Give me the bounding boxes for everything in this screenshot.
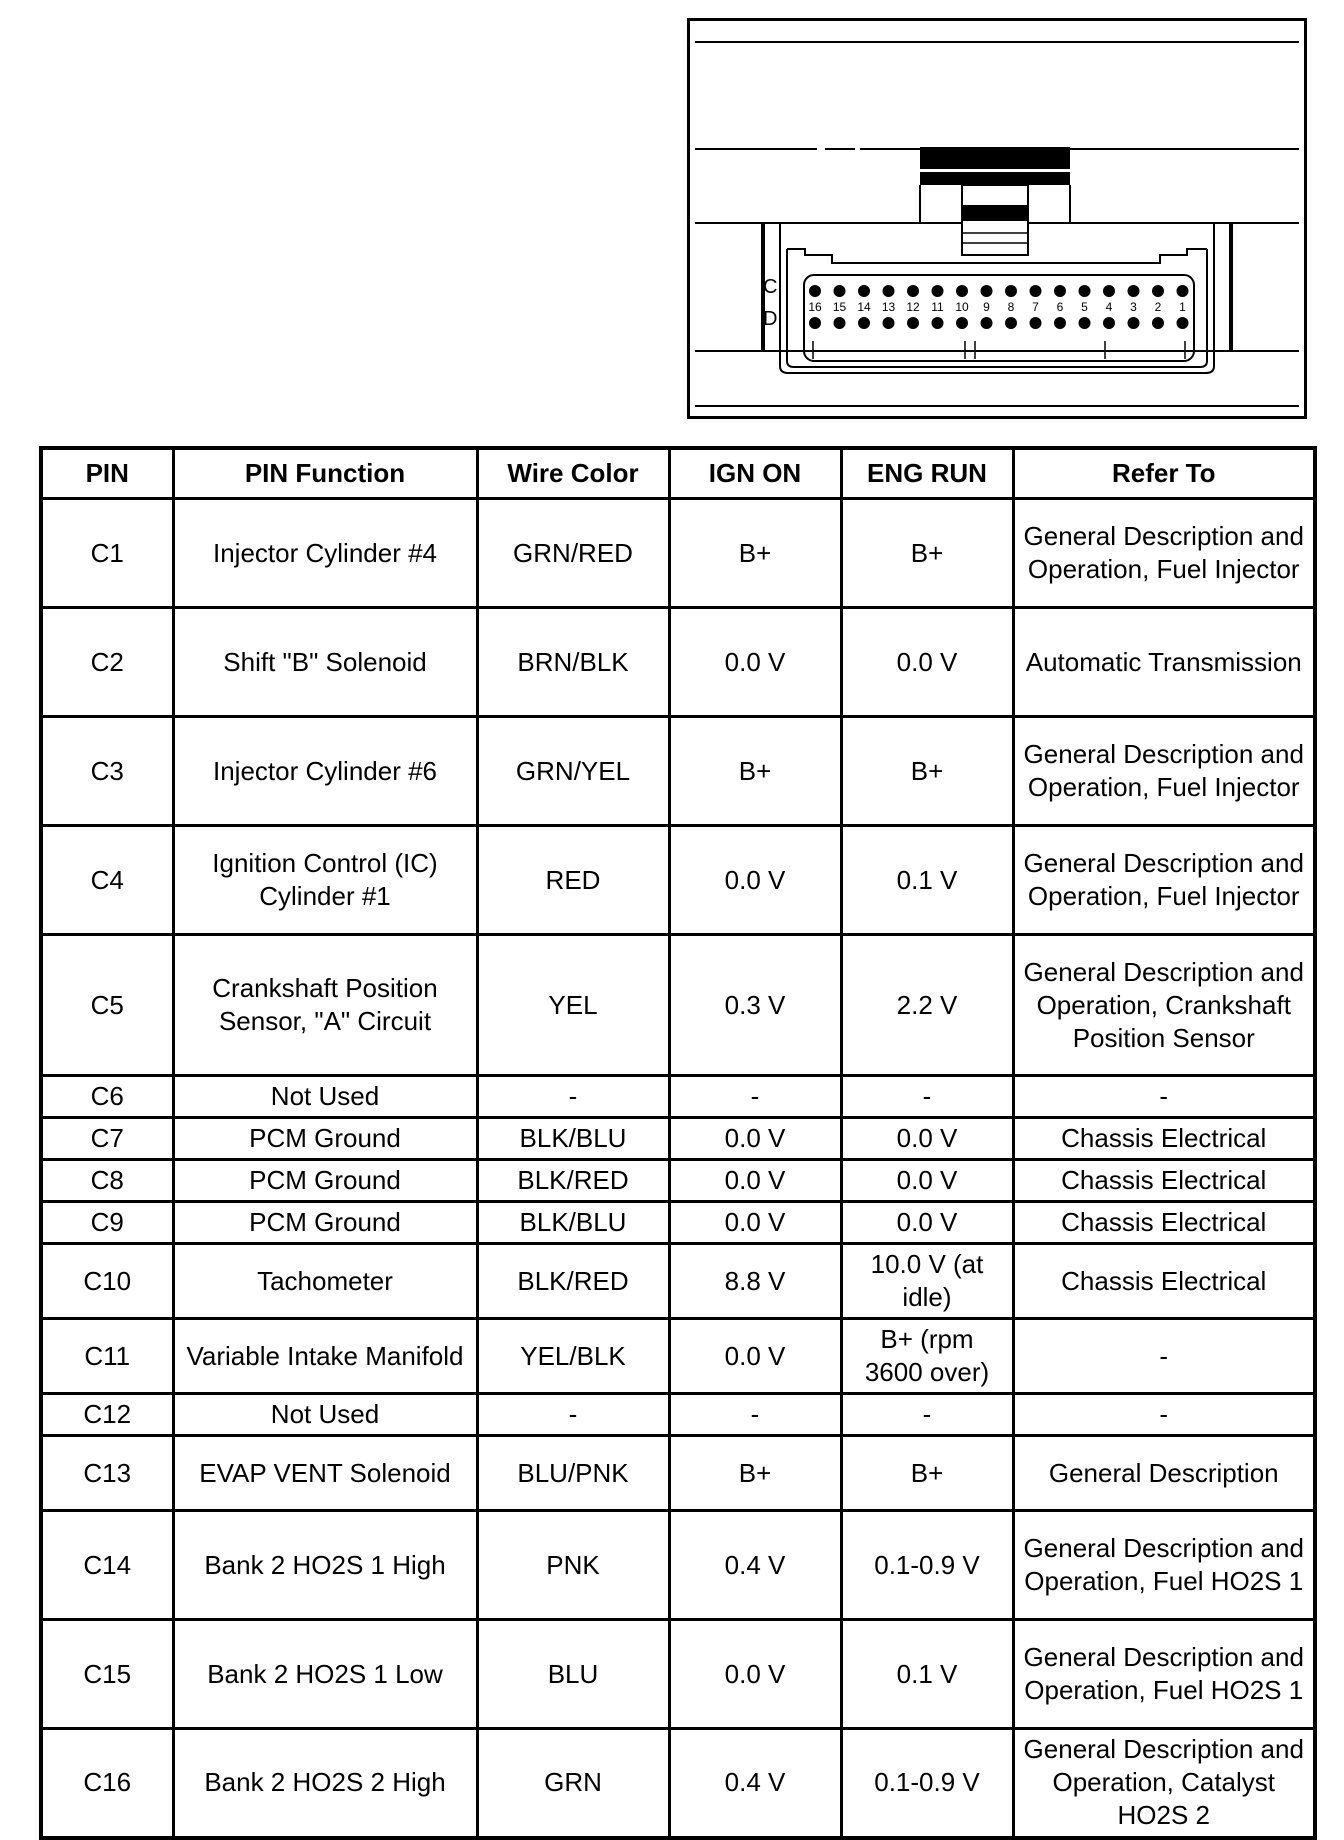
cell-refer-to: Automatic Transmission [1013, 608, 1315, 717]
pin-d-13 [883, 317, 895, 329]
cell-wire-color: BRN/BLK [477, 608, 669, 717]
cell-wire-color: GRN/YEL [477, 717, 669, 826]
pin-number-label: 14 [857, 300, 871, 314]
cell-refer-to: General Description [1013, 1436, 1315, 1511]
pin-number-label: 4 [1105, 300, 1113, 314]
table-row [41, 608, 1315, 717]
cell-function: Bank 2 HO2S 1 Low [173, 1620, 477, 1729]
row-label-c: C [763, 276, 778, 298]
pinout-table [39, 446, 1317, 1840]
pin-d-8 [1005, 317, 1017, 329]
pin-d-7 [1030, 317, 1042, 329]
cell-eng-run: 10.0 V (at idle) [841, 1244, 1013, 1319]
cell-function: Tachometer [173, 1244, 477, 1319]
cell-eng-run: 0.1-0.9 V [841, 1729, 1013, 1838]
table-row [41, 1620, 1315, 1729]
cell-ign-on: - [669, 1394, 841, 1436]
cell-function: PCM Ground [173, 1202, 477, 1244]
header-row [41, 448, 1315, 499]
cell-eng-run: B+ (rpm 3600 over) [841, 1319, 1013, 1394]
table-row [41, 935, 1315, 1076]
cell-eng-run: 0.0 V [841, 1160, 1013, 1202]
cell-function: PCM Ground [173, 1160, 477, 1202]
cell-eng-run: 0.0 V [841, 1118, 1013, 1160]
pin-d-14 [858, 317, 870, 329]
cell-refer-to: - [1013, 1394, 1315, 1436]
pin-c-4 [1103, 285, 1115, 297]
cell-function: Ignition Control (IC) Cylinder #1 [173, 826, 477, 935]
cell-pin: C13 [41, 1436, 173, 1511]
cell-pin: C12 [41, 1394, 173, 1436]
cell-ign-on: 8.8 V [669, 1244, 841, 1319]
connector-diagram [687, 18, 1307, 419]
pin-d-11 [932, 317, 944, 329]
cell-function: Not Used [173, 1394, 477, 1436]
table-row [41, 1076, 1315, 1118]
cell-ign-on: B+ [669, 717, 841, 826]
cell-wire-color: YEL/BLK [477, 1319, 669, 1394]
pin-number-label: 12 [906, 300, 920, 314]
cell-refer-to: General Description and Operation, Crankshaft Position Sensor [1013, 935, 1315, 1076]
cell-pin: C15 [41, 1620, 173, 1729]
cell-refer-to: Chassis Electrical [1013, 1160, 1315, 1202]
pin-number-label: 9 [983, 300, 990, 314]
table-row [41, 1244, 1315, 1319]
cell-pin: C7 [41, 1118, 173, 1160]
cell-wire-color: GRN [477, 1729, 669, 1838]
pin-c-6 [1054, 285, 1066, 297]
pin-d-1 [1177, 317, 1189, 329]
cell-eng-run: B+ [841, 1436, 1013, 1511]
pin-c-16 [809, 285, 821, 297]
table-row [41, 1202, 1315, 1244]
cell-pin: C1 [41, 499, 173, 608]
cell-ign-on: 0.0 V [669, 1160, 841, 1202]
cell-pin: C3 [41, 717, 173, 826]
cell-eng-run: 2.2 V [841, 935, 1013, 1076]
cell-ign-on: 0.0 V [669, 826, 841, 935]
pin-c-13 [883, 285, 895, 297]
cell-ign-on: 0.3 V [669, 935, 841, 1076]
cell-function: Variable Intake Manifold [173, 1319, 477, 1394]
cell-eng-run: B+ [841, 499, 1013, 608]
pin-number-label: 8 [1007, 300, 1015, 314]
pin-number-label: 15 [832, 300, 847, 314]
cell-wire-color: YEL [477, 935, 669, 1076]
pin-c-1 [1177, 285, 1189, 297]
cell-function: Crankshaft Position Sensor, "A" Circuit [173, 935, 477, 1076]
table-row [41, 1118, 1315, 1160]
table-row [41, 1436, 1315, 1511]
cell-ign-on: 0.0 V [669, 1118, 841, 1160]
cell-pin: C6 [41, 1076, 173, 1118]
cell-pin: C11 [41, 1319, 173, 1394]
pin-d-15 [834, 317, 846, 329]
cell-pin: C9 [41, 1202, 173, 1244]
cell-ign-on: 0.0 V [669, 1620, 841, 1729]
pin-c-10 [956, 285, 968, 297]
cell-ign-on: 0.0 V [669, 608, 841, 717]
pin-number-label: 2 [1154, 300, 1162, 314]
cell-refer-to: Chassis Electrical [1013, 1244, 1315, 1319]
cell-ign-on: - [669, 1076, 841, 1118]
pin-d-3 [1128, 317, 1140, 329]
cell-function: Not Used [173, 1076, 477, 1118]
pin-c-14 [858, 285, 870, 297]
connector-drawing [690, 21, 1304, 416]
cell-wire-color: BLU [477, 1620, 669, 1729]
cell-pin: C16 [41, 1729, 173, 1838]
pin-number-label: 16 [808, 300, 822, 314]
cell-refer-to: General Description and Operation, Fuel Injector [1013, 826, 1315, 935]
cell-refer-to: General Description and Operation, Catalyst HO2S 2 [1013, 1729, 1315, 1838]
pin-d-4 [1103, 317, 1115, 329]
cell-function: PCM Ground [173, 1118, 477, 1160]
cell-function: Bank 2 HO2S 1 High [173, 1511, 477, 1620]
pin-c-7 [1030, 285, 1042, 297]
pin-number-label: 13 [881, 300, 896, 314]
pin-c-2 [1152, 285, 1164, 297]
pin-number-label: 10 [955, 300, 969, 314]
table-row [41, 1394, 1315, 1436]
cell-ign-on: 0.0 V [669, 1319, 841, 1394]
header-wire-color: Wire Color [477, 448, 669, 499]
cell-eng-run: 0.1 V [841, 826, 1013, 935]
table-row [41, 1160, 1315, 1202]
cell-refer-to: Chassis Electrical [1013, 1202, 1315, 1244]
cell-ign-on: B+ [669, 499, 841, 608]
pin-c-9 [981, 285, 993, 297]
pin-c-8 [1005, 285, 1017, 297]
cell-pin: C10 [41, 1244, 173, 1319]
cell-ign-on: 0.4 V [669, 1511, 841, 1620]
cell-eng-run: - [841, 1076, 1013, 1118]
pin-d-10 [956, 317, 968, 329]
cell-eng-run: B+ [841, 717, 1013, 826]
cell-wire-color: - [477, 1394, 669, 1436]
cell-eng-run: 0.0 V [841, 1202, 1013, 1244]
pin-number-label: 3 [1130, 300, 1137, 314]
cell-wire-color: BLK/BLU [477, 1202, 669, 1244]
cell-pin: C8 [41, 1160, 173, 1202]
cell-pin: C14 [41, 1511, 173, 1620]
pin-number-label: 1 [1179, 300, 1186, 314]
cell-refer-to: - [1013, 1076, 1315, 1118]
header-refer-to: Refer To [1013, 448, 1315, 499]
cell-refer-to: Chassis Electrical [1013, 1118, 1315, 1160]
cell-eng-run: 0.0 V [841, 608, 1013, 717]
cell-wire-color: BLK/RED [477, 1244, 669, 1319]
cell-wire-color: PNK [477, 1511, 669, 1620]
cell-refer-to: General Description and Operation, Fuel HO2S 1 [1013, 1620, 1315, 1729]
pin-d-2 [1152, 317, 1164, 329]
cell-pin: C5 [41, 935, 173, 1076]
cell-refer-to: - [1013, 1319, 1315, 1394]
pin-d-5 [1079, 317, 1091, 329]
pin-c-5 [1079, 285, 1091, 297]
cell-function: Bank 2 HO2S 2 High [173, 1729, 477, 1838]
cell-ign-on: 0.0 V [669, 1202, 841, 1244]
cell-refer-to: General Description and Operation, Fuel HO2S 1 [1013, 1511, 1315, 1620]
cell-eng-run: - [841, 1394, 1013, 1436]
cell-wire-color: BLK/BLU [477, 1118, 669, 1160]
pin-d-12 [907, 317, 919, 329]
cell-function: Injector Cylinder #4 [173, 499, 477, 608]
pin-d-9 [981, 317, 993, 329]
header-pin-function: PIN Function [173, 448, 477, 499]
pin-number-label: 6 [1056, 300, 1064, 314]
table-row [41, 1511, 1315, 1620]
table-row [41, 499, 1315, 608]
cell-wire-color: BLK/RED [477, 1160, 669, 1202]
pin-c-11 [932, 285, 944, 297]
cell-eng-run: 0.1-0.9 V [841, 1511, 1013, 1620]
table-row [41, 1319, 1315, 1394]
table-row [41, 1729, 1315, 1838]
cell-ign-on: B+ [669, 1436, 841, 1511]
cell-pin: C2 [41, 608, 173, 717]
cell-refer-to: General Description and Operation, Fuel Injector [1013, 717, 1315, 826]
pin-d-6 [1054, 317, 1066, 329]
table-row [41, 826, 1315, 935]
cell-wire-color: GRN/RED [477, 499, 669, 608]
cell-function: Injector Cylinder #6 [173, 717, 477, 826]
table-row [41, 717, 1315, 826]
pin-c-15 [834, 285, 846, 297]
cell-wire-color: BLU/PNK [477, 1436, 669, 1511]
cell-wire-color: RED [477, 826, 669, 935]
row-label-d: D [763, 308, 778, 330]
pin-number-label: 11 [931, 300, 944, 314]
header-eng-run: ENG RUN [841, 448, 1013, 499]
header-pin: PIN [41, 448, 173, 499]
pin-d-16 [809, 317, 821, 329]
pin-c-3 [1128, 285, 1140, 297]
pin-number-label: 5 [1081, 300, 1088, 314]
cell-function: Shift "B" Solenoid [173, 608, 477, 717]
pin-number-label: 7 [1032, 300, 1039, 314]
cell-eng-run: 0.1 V [841, 1620, 1013, 1729]
cell-ign-on: 0.4 V [669, 1729, 841, 1838]
cell-refer-to: General Description and Operation, Fuel Injector [1013, 499, 1315, 608]
pin-c-12 [907, 285, 919, 297]
cell-function: EVAP VENT Solenoid [173, 1436, 477, 1511]
header-ign-on: IGN ON [669, 448, 841, 499]
cell-wire-color: - [477, 1076, 669, 1118]
cell-pin: C4 [41, 826, 173, 935]
